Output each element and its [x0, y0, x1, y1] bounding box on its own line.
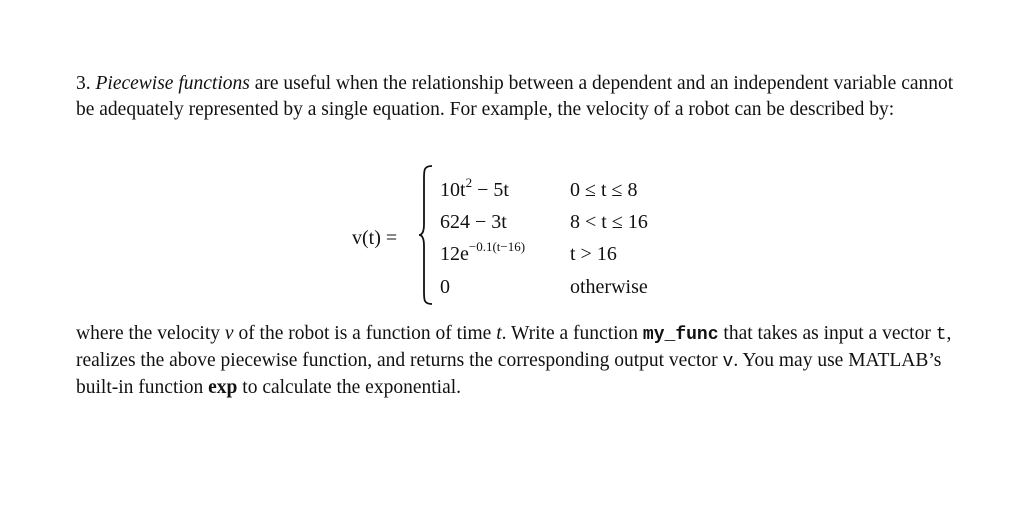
case-3-condition: t > 16 — [570, 243, 617, 265]
case-3-expression: $12e^{-0.1(t-16)}$ — [440, 239, 526, 265]
exp-function: exp — [208, 377, 238, 398]
case-4-expression: 0 — [440, 276, 450, 298]
case-2-expression: 624 − 3t — [440, 211, 507, 233]
input-vector-name: t — [935, 325, 947, 345]
left-brace-icon — [418, 164, 434, 306]
case-2-condition: 8 < t ≤ 16 — [570, 211, 648, 233]
piecewise-term: Piecewise functions — [95, 73, 250, 94]
case-1-condition: 0 ≤ t ≤ 8 — [570, 179, 638, 201]
problem-number: 3. — [76, 73, 91, 94]
intro-text: are useful when the relationship between a dependent and an independent variable cannot be adequately represented by a single equation. For example, the velocity of a robot can be described by: — [76, 73, 954, 120]
problem-intro — [76, 71, 956, 123]
output-vector-name: v — [722, 352, 734, 372]
equation-lhs: v(t) = — [352, 227, 398, 249]
instructions-text: where the velocity v of the robot is a function of time t. Write a function my_func that takes as input a vector t, realizes the above piecewise function, and returns the corresponding output vector v. You may use MATLAB’s built-in function exp to calculate the exponential. — [76, 323, 952, 398]
var-v: v — [224, 323, 234, 344]
case-4-condition: otherwise — [570, 276, 648, 298]
var-t: t — [496, 323, 502, 344]
function-name: my_func — [642, 325, 719, 345]
case-1-expression: $10t^2 - 5t$ — [440, 175, 509, 201]
